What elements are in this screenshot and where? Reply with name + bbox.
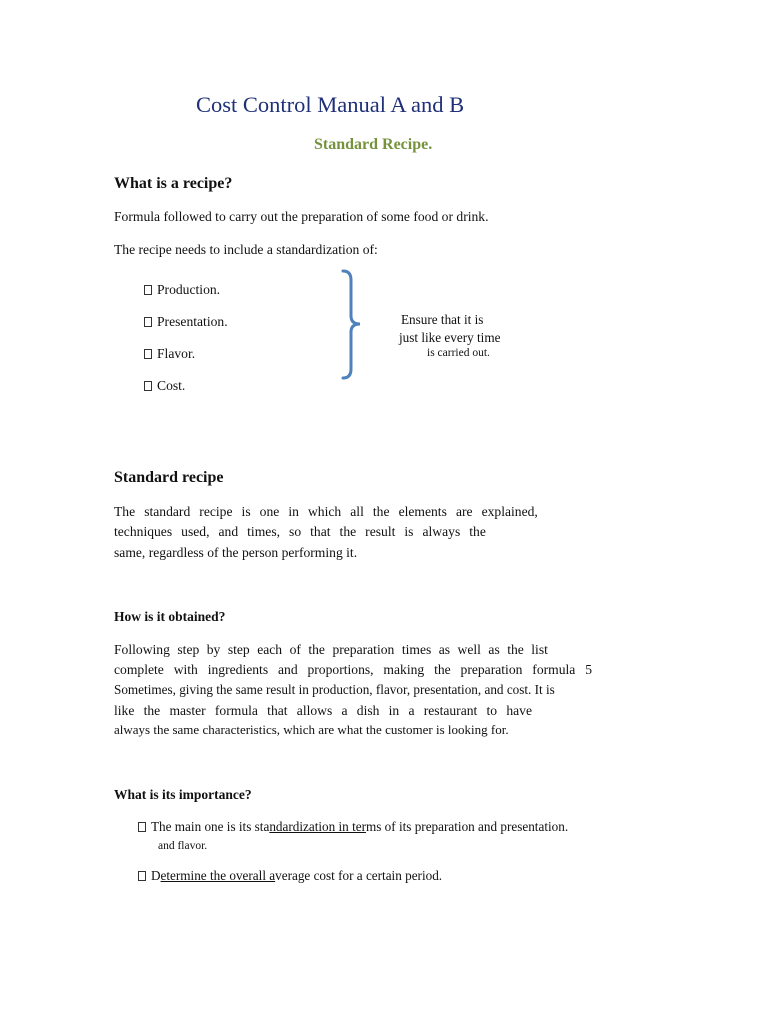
- checkbox-glyph-icon: [144, 349, 152, 359]
- word: The: [114, 504, 136, 519]
- paragraph-line: Sometimes, giving the same result in production, flavor, presentation, and cost. It is: [114, 682, 555, 697]
- right-brace-icon: [338, 268, 368, 384]
- word: and: [218, 524, 239, 539]
- word: always: [422, 524, 461, 539]
- bracket-note-line: just like every time: [399, 330, 501, 345]
- list-item: [144, 378, 185, 394]
- word: so: [289, 524, 302, 539]
- word: ingredients: [207, 662, 269, 677]
- list-item-label: Cost.: [157, 378, 186, 393]
- paragraph-line: same, regardless of the person performing it.: [114, 545, 358, 560]
- word: is: [241, 504, 251, 519]
- word: formula: [214, 703, 258, 718]
- word: elements: [398, 504, 447, 519]
- word: result: [365, 524, 396, 539]
- word: Following: [114, 642, 170, 657]
- page-subtitle: Standard Recipe.: [314, 136, 433, 153]
- list-item: [138, 819, 568, 835]
- word: times: [401, 642, 432, 657]
- word: step: [227, 642, 250, 657]
- checkbox-glyph-icon: [144, 285, 152, 295]
- word: formula: [532, 662, 576, 677]
- list-item-text: ms of its preparation and presentation.: [365, 819, 569, 834]
- word: as: [438, 642, 451, 657]
- list-item: [138, 868, 442, 884]
- word: explained,: [481, 504, 538, 519]
- paragraph-line: [114, 504, 538, 520]
- word: the: [469, 524, 486, 539]
- checkbox-glyph-icon: [138, 871, 146, 881]
- word: have: [506, 703, 532, 718]
- paragraph-line: always the same characteristics, which are what the customer is looking for.: [114, 722, 509, 737]
- word: a: [408, 703, 415, 718]
- recipe-intro: The recipe needs to include a standardization of:: [114, 242, 378, 257]
- word: the: [308, 642, 325, 657]
- bracket-note-line: Ensure that it is: [401, 312, 484, 327]
- word: by: [206, 642, 221, 657]
- word: of: [289, 642, 301, 657]
- word: used,: [181, 524, 210, 539]
- list-item-text: D: [151, 868, 161, 883]
- checkbox-glyph-icon: [144, 317, 152, 327]
- word: the: [507, 642, 524, 657]
- word: recipe: [199, 504, 233, 519]
- word: the: [143, 703, 161, 718]
- list-item-continuation: and flavor.: [158, 840, 208, 852]
- standard-heading: Standard recipe: [114, 469, 224, 486]
- underlined-text: ndardization in ter: [269, 819, 366, 834]
- word: list: [531, 642, 548, 657]
- word: times,: [247, 524, 281, 539]
- word: that: [267, 703, 288, 718]
- paragraph-line: [114, 642, 548, 658]
- word: the: [434, 662, 451, 677]
- list-item: [144, 314, 228, 330]
- list-item-label: Presentation.: [157, 314, 228, 329]
- word: well: [457, 642, 481, 657]
- word: with: [173, 662, 198, 677]
- word: the: [372, 504, 390, 519]
- word: like: [114, 703, 135, 718]
- word: step: [177, 642, 200, 657]
- list-item: [144, 282, 220, 298]
- word: restaurant: [423, 703, 478, 718]
- list-item-text: verage cost for a certain period.: [275, 868, 443, 883]
- word: each: [257, 642, 283, 657]
- page-title: Cost Control Manual A and B: [196, 92, 465, 117]
- checkbox-glyph-icon: [138, 822, 146, 832]
- word: in: [288, 504, 299, 519]
- paragraph-line: [114, 703, 532, 719]
- recipe-definition: Formula followed to carry out the preparation of some food or drink.: [114, 209, 489, 224]
- word: allows: [296, 703, 333, 718]
- word: dish: [356, 703, 380, 718]
- word: and: [277, 662, 298, 677]
- word: is: [404, 524, 414, 539]
- word: 5: [585, 662, 592, 677]
- bracket-note-line: is carried out.: [427, 347, 490, 359]
- list-item-label: Production.: [157, 282, 221, 297]
- word: all: [350, 504, 364, 519]
- word: master: [169, 703, 206, 718]
- recipe-heading: What is a recipe?: [114, 175, 233, 192]
- importance-heading: What is its importance?: [114, 787, 252, 802]
- word: the: [339, 524, 357, 539]
- word: making: [383, 662, 425, 677]
- word: that: [310, 524, 331, 539]
- word: complete: [114, 662, 164, 677]
- word: proportions,: [307, 662, 374, 677]
- word: as: [488, 642, 500, 657]
- word: which: [307, 504, 342, 519]
- word: to: [486, 703, 498, 718]
- word: a: [341, 703, 348, 718]
- word: preparation: [460, 662, 523, 677]
- list-item-label: Flavor.: [157, 346, 196, 361]
- word: one: [259, 504, 280, 519]
- word: are: [455, 504, 473, 519]
- word: techniques: [114, 524, 173, 539]
- word: in: [388, 703, 400, 718]
- paragraph-line: [114, 524, 486, 540]
- checkbox-glyph-icon: [144, 381, 152, 391]
- word: standard: [144, 504, 191, 519]
- word: preparation: [332, 642, 395, 657]
- obtained-heading: How is it obtained?: [114, 609, 226, 624]
- list-item: [144, 346, 195, 362]
- underlined-text: etermine the overall a: [160, 868, 276, 883]
- paragraph-line: [114, 662, 592, 678]
- list-item-text: The main one is its sta: [151, 819, 270, 834]
